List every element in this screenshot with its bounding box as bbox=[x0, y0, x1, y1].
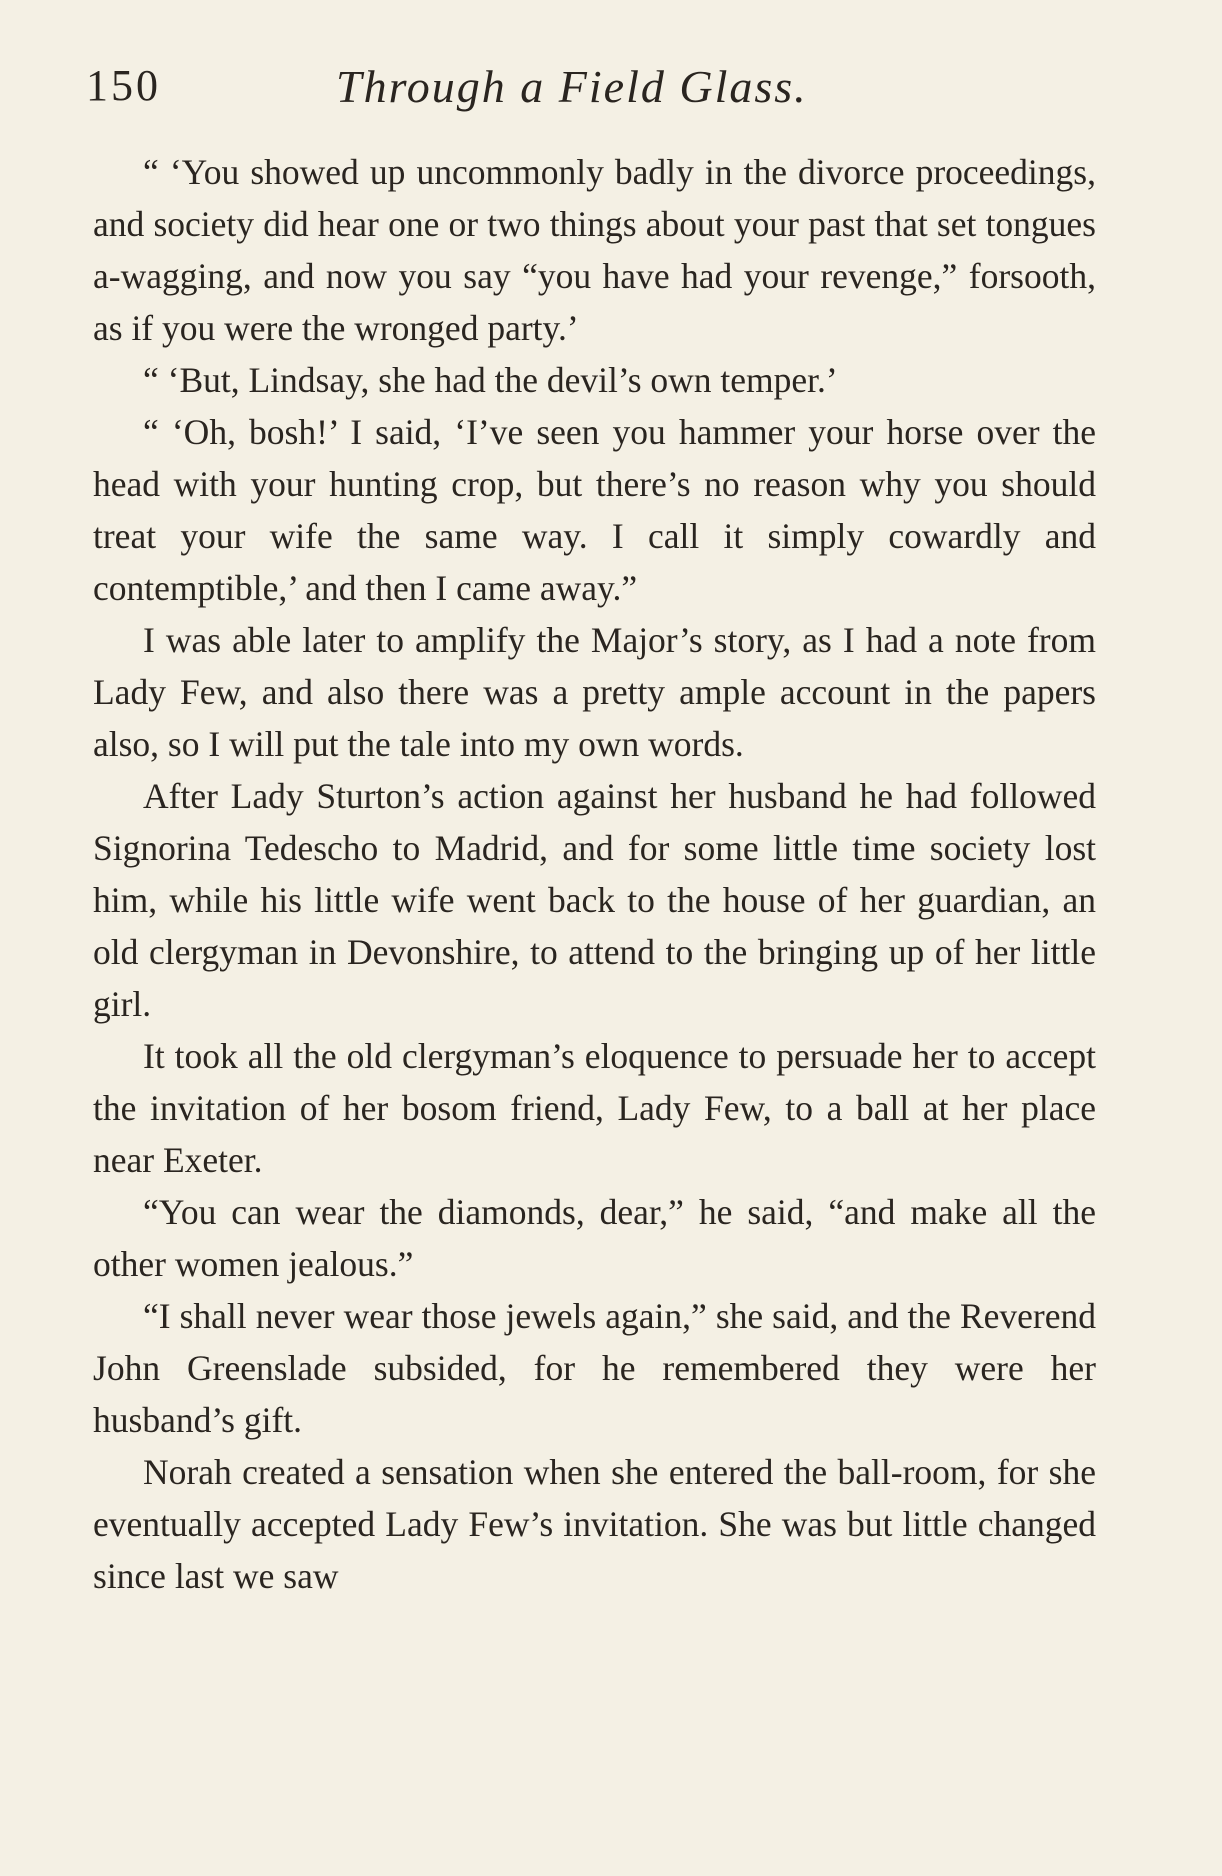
paragraph: After Lady Sturton’s action against her husband he had followed Signorina Tedescho to Madrid, and for some little time society lost him, while his little wife went back to the house of her guardian, an old clergyman in Devonshire, to attend to the bringing up of her little girl. bbox=[93, 776, 1096, 1024]
paragraph: “ ‘Oh, bosh!’ I said, ‘I’ve seen you hammer your horse over the head with your hunting crop, but there’s no reason why you should treat your wife the same way. I call it simply cowardly and contemptible,’ and then I came away.” bbox=[93, 412, 1096, 608]
paragraph: “ ‘But, Lindsay, she had the devil’s own temper.’ bbox=[143, 360, 838, 400]
running-head bbox=[86, 60, 1106, 120]
paragraph: I was able later to amplify the Major’s story, as I had a note from Lady Few, and also there was a pretty ample account in the papers also, so I will put the tale into my own words. bbox=[93, 620, 1096, 764]
body-text bbox=[93, 146, 1096, 1602]
paragraph: “You can wear the diamonds, dear,” he said, “and make all the other women jealous.” bbox=[93, 1192, 1096, 1284]
paragraph: It took all the old clergyman’s eloquence to persuade her to accept the invitation of her bosom friend, Lady Few, to a ball at her place near Exeter. bbox=[93, 1036, 1096, 1180]
page-number: 150 bbox=[86, 61, 161, 110]
running-title: Through a Field Glass. bbox=[336, 61, 808, 112]
paragraph: “I shall never wear those jewels again,” she said, and the Reverend John Greenslade subsided, for he remembered they were her husband’s gift. bbox=[93, 1296, 1096, 1440]
paragraph: Norah created a sensation when she entered the ball-room, for she eventually accepted Lady Few’s invitation. She was but little changed since last we saw bbox=[93, 1452, 1096, 1596]
paragraph: “ ‘You showed up uncommonly badly in the divorce proceedings, and society did hear one or two things about your past that set tongues a-wagging, and now you say “you have had your revenge,” forsooth, as if you were the wronged party.’ bbox=[93, 152, 1096, 348]
